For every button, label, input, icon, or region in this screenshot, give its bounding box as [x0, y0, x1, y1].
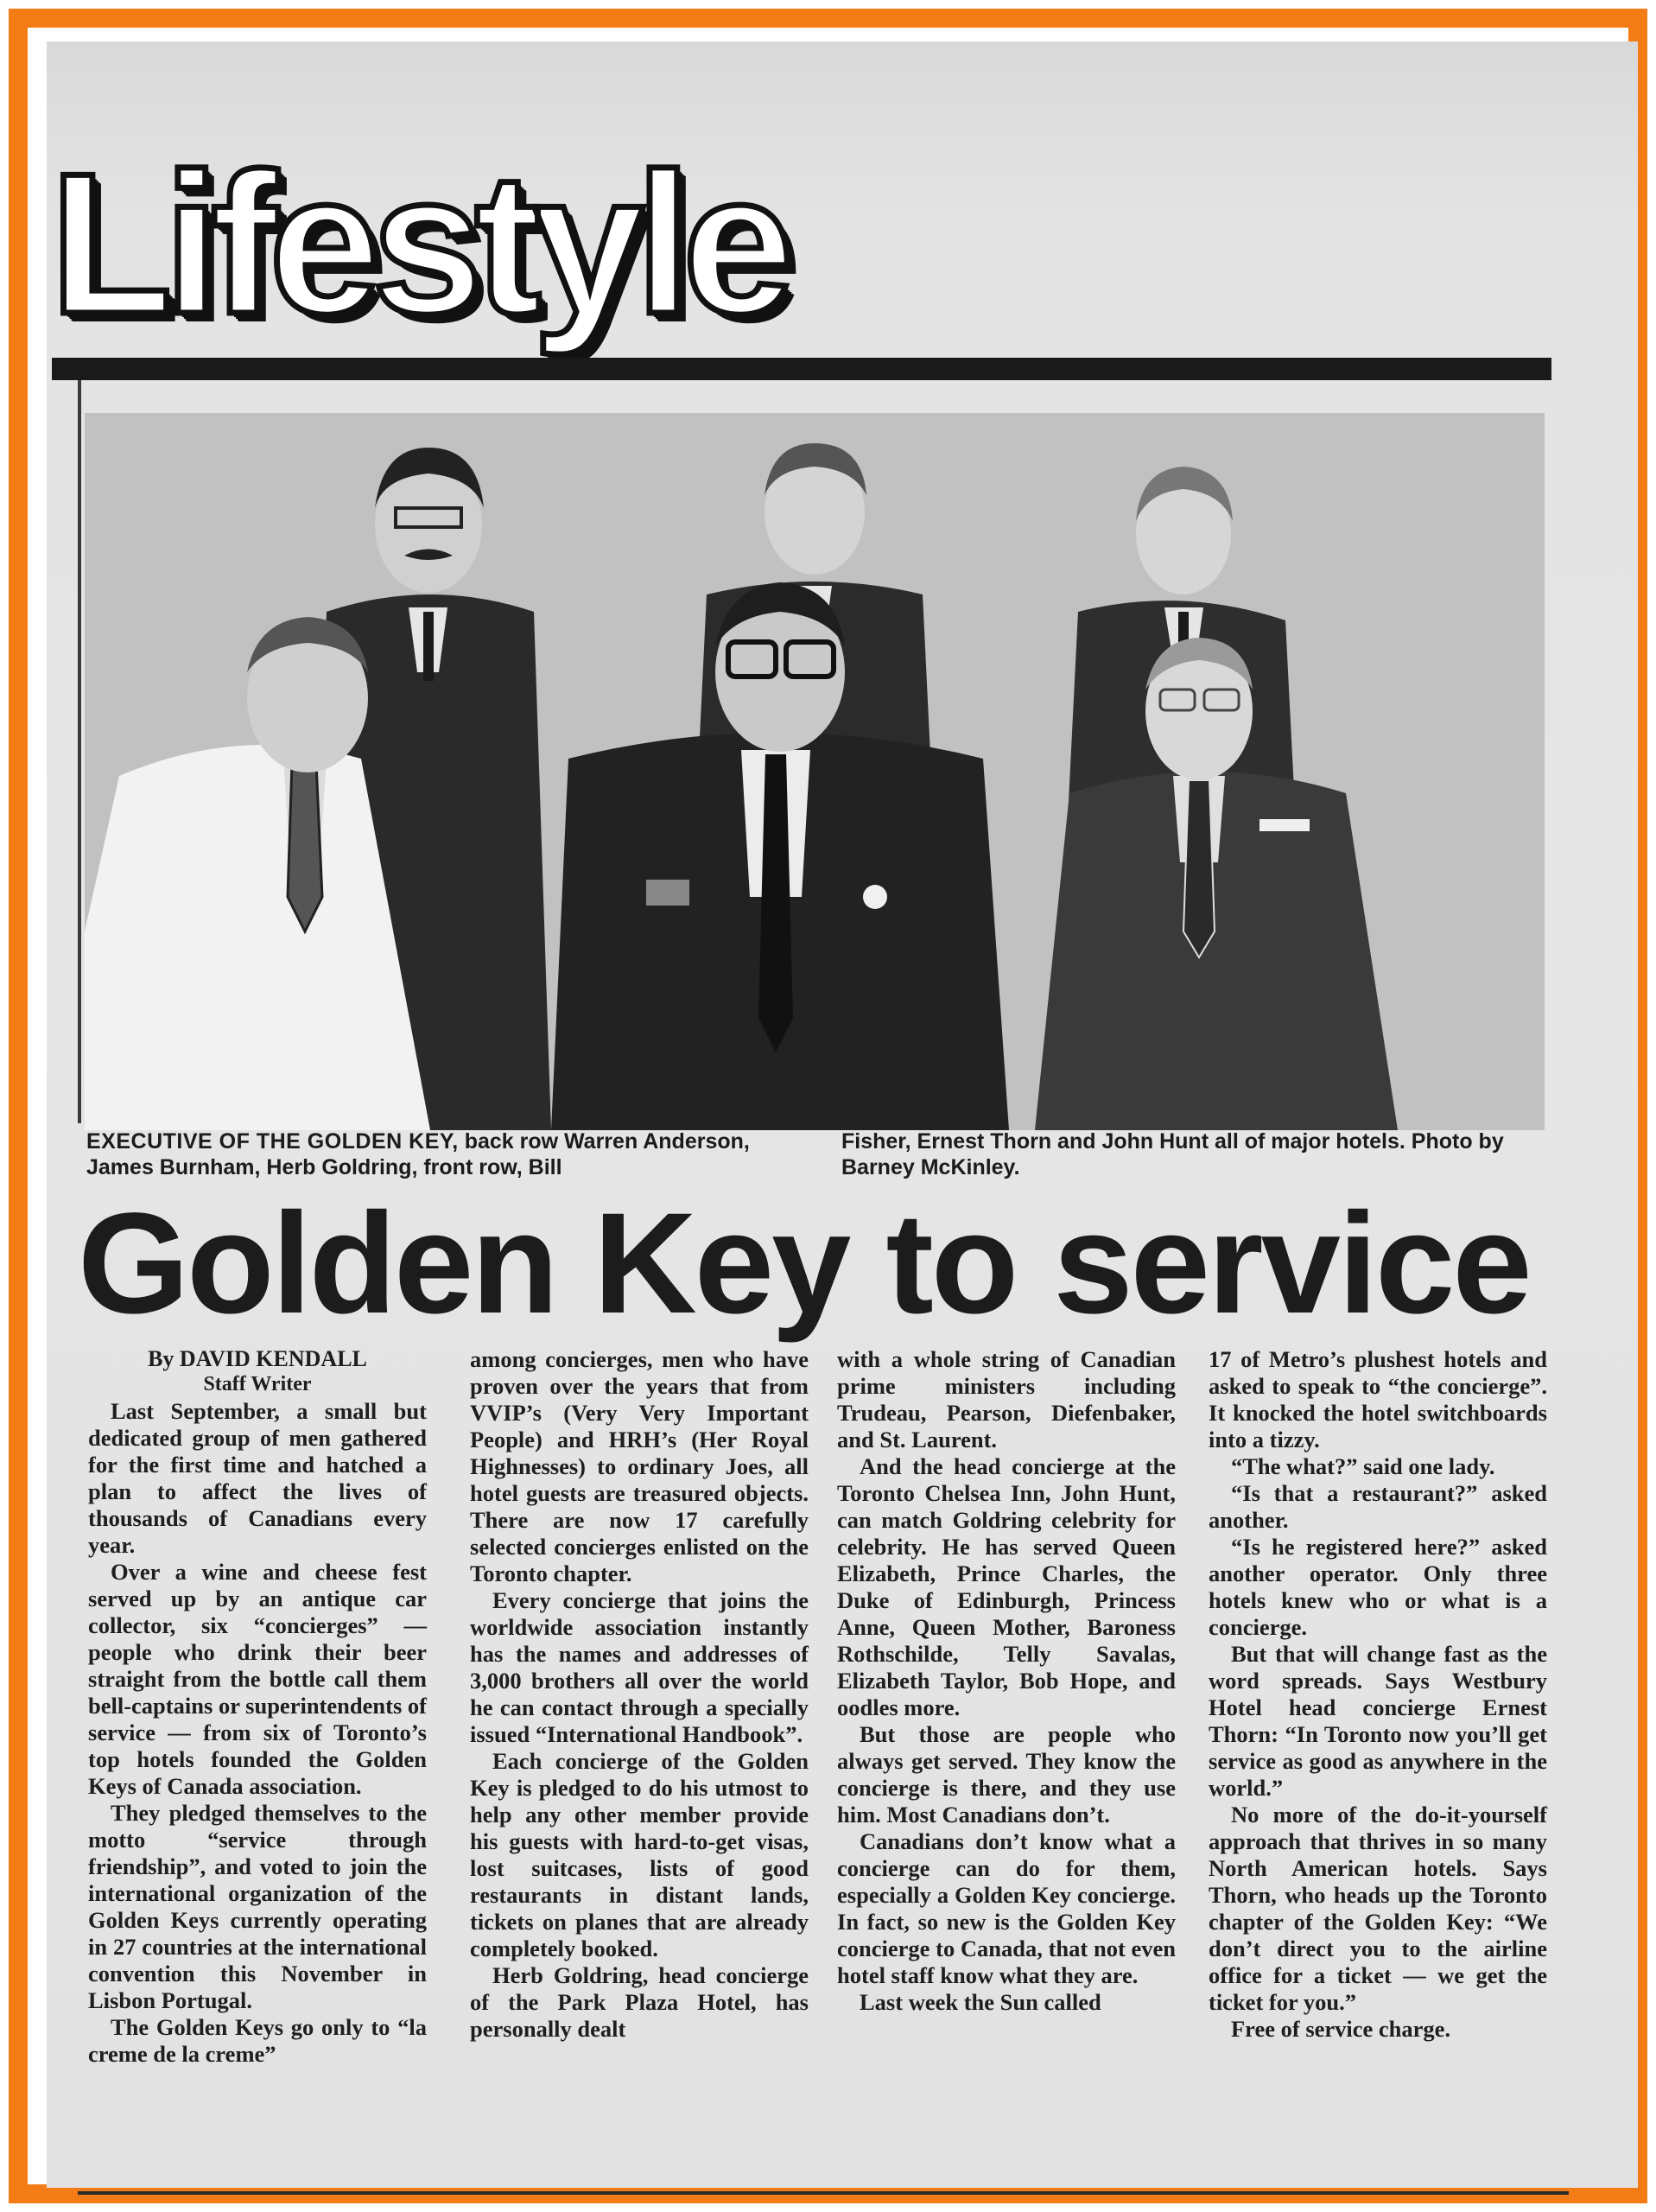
- paragraph: Every concierge that joins the worldwide association instantly has the names and addresses of 3,000 brothers all over the world he can contact through a specially issued “International Handbook”.: [470, 1587, 809, 1747]
- paragraph: Last September, a small but dedicated group of men gathered for the first time and hatched a plan to affect the lives of thousands of Canadians every year.: [88, 1398, 427, 1558]
- bottom-rule: [78, 2191, 1569, 2195]
- paragraph: The Golden Keys go only to “la creme de la creme”: [88, 2014, 427, 2067]
- photo-left-rule: [78, 380, 81, 1123]
- article-column-3: [837, 1346, 1176, 2016]
- article-column-4: [1209, 1346, 1547, 2043]
- paragraph: among concierges, men who have proven over the years that from VVIP’s (Very Very Important People) and HRH’s (Her Royal Highnesses) to ordinary Joes, all hotel guests are treasured objects. There are now 17 carefully selected concierges enlisted on the Toronto chapter.: [470, 1346, 809, 1586]
- article-column-1: [88, 1346, 427, 2068]
- section-masthead: Lifestyle: [50, 132, 786, 356]
- paragraph: “The what?” said one lady.: [1231, 1453, 1495, 1479]
- paragraph: Herb Goldring, head concierge of the Park Plaza Hotel, has personally dealt: [470, 1962, 809, 2042]
- paragraph: with a whole string of Canadian prime ministers including Trudeau, Pearson, Diefenbaker, and St. Laurent.: [837, 1346, 1176, 1452]
- paragraph: No more of the do-it-yourself approach that thrives in so many North American hotels. Says Thorn, who heads up the Toronto chapter of the Golden Key: “We don’t direct you to the airline office for a ticket — we get the ticket for you.”: [1209, 1802, 1547, 2015]
- group-photo-icon: [85, 413, 1545, 1130]
- paragraph: 17 of Metro’s plushest hotels and asked to speak to “the concierge”. It knocked the hotel switchboards into a tizzy.: [1209, 1346, 1547, 1452]
- paragraph: Canadians don’t know what a concierge can do for them, especially a Golden Key concierge. In fact, so new is the Golden Key concierge to Canada, that not even hotel staff know what they are.: [837, 1828, 1176, 1988]
- byline-role: Staff Writer: [203, 1373, 312, 1395]
- photo-caption-left: [86, 1128, 803, 1180]
- paragraph: Last week the Sun called: [860, 1989, 1101, 2015]
- masthead-rule: [52, 358, 1551, 380]
- photo-caption-right: Fisher, Ernest Thorn and John Hunt all of major hotels. Photo by Barney McKinley.: [841, 1129, 1504, 1179]
- paragraph: They pledged themselves to the motto “service through friendship”, and voted to join the international organization of the Golden Keys currently operating in 27 countries at the international convention this November in Lisbon Portugal.: [88, 1800, 427, 2013]
- paragraph: “Is that a restaurant?” asked another.: [1209, 1480, 1547, 1533]
- caption-text: back row Warren Anderson, James Burnham, Herb Goldring, front row, Bill: [86, 1129, 750, 1179]
- paragraph: Free of service charge.: [1231, 2016, 1451, 2042]
- paragraph: But that will change fast as the word spreads. Says Westbury Hotel head concierge Ernest Thorn: “In Toronto now you’ll get service as good as anywhere in the world.”: [1209, 1641, 1547, 1801]
- article-column-2: [470, 1346, 809, 2043]
- paragraph: But those are people who always get served. They know the concierge is there, and they use him. Most Canadians don’t.: [837, 1721, 1176, 1827]
- paragraph: And the head concierge at the Toronto Chelsea Inn, John Hunt, can match Goldring celebrity for celebrity. He has served Queen Elizabeth, Prince Charles, the Duke of Edinburgh, Princess Anne, Queen Mother, Baroness Rothschilde, Telly Savalas, Elizabeth Taylor, Bob Hope, and oodles more.: [837, 1453, 1176, 1720]
- paragraph: Over a wine and cheese fest served up by an antique car collector, six “concierges” — people who drink their beer straight from the bottle call them bell-captains or superintendents of service — from six of Toronto’s top hotels founded the Golden Keys of Canada association.: [88, 1559, 427, 1799]
- paragraph: “Is he registered here?” asked another operator. Only three hotels knew who or what is a concierge.: [1209, 1534, 1547, 1640]
- paragraph: Each concierge of the Golden Key is pledged to do his utmost to help any other member provide his guests with hard-to-get visas, lost suitcases, lists of good restaurants in distant lands, tickets on planes that are already completely booked.: [470, 1748, 809, 1961]
- page-frame: [9, 9, 1647, 2203]
- byline: By DAVID KENDALL: [148, 1346, 367, 1371]
- caption-lead: EXECUTIVE OF THE GOLDEN KEY,: [86, 1129, 459, 1154]
- article-headline: Golden Key to service: [78, 1184, 1530, 1344]
- newspaper-clipping: [47, 41, 1638, 2188]
- group-photo: [85, 413, 1545, 1130]
